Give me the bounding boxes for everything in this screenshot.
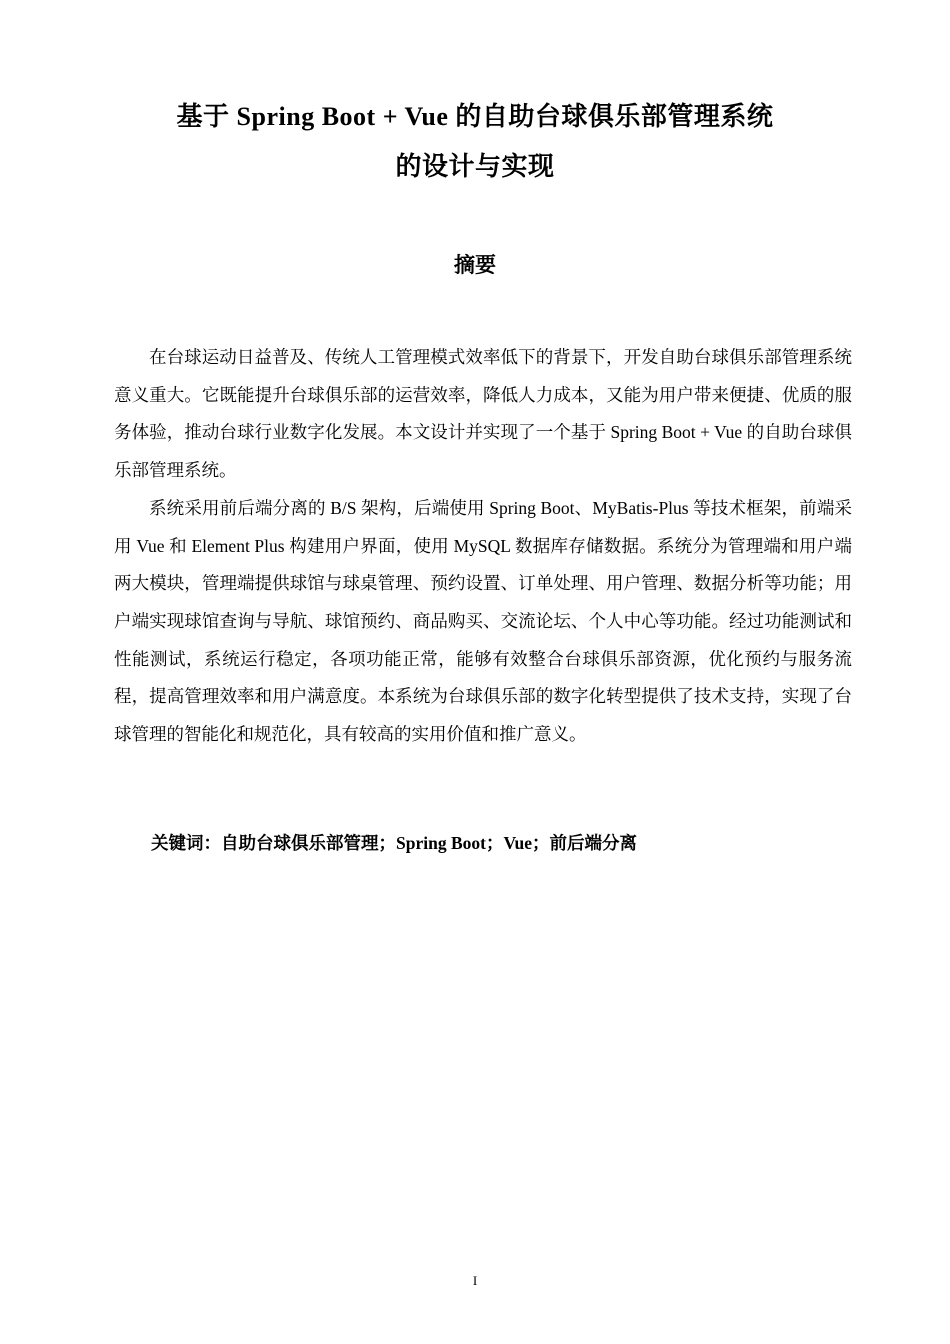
abstract-paragraph-2: 系统采用前后端分离的 B/S 架构，后端使用 Spring Boot、MyBatis-Plus 等技术框架，前端采用 Vue 和 Element Plus 构建用户界面，使用 MySQL 数据库存储数据。系统分为管理端和用户端两大模块，管理端提供球馆与球桌管理、预约设置、订单处理、用户管理、数据分析等功能；用户端实现球馆查询与导航、球馆预约、商品购买、交流论坛、个人中心等功能。经过功能测试和性能测试，系统运行稳定，各项功能正常，能够有效整合台球俱乐部资源，优化预约与服务流程，提高管理效率和用户满意度。本系统为台球俱乐部的数字化转型提供了技术支持，实现了台球管理的智能化和规范化，具有较高的实用价值和推广意义。 [114, 497, 852, 745]
abstract-body [114, 339, 852, 754]
abstract-paragraph-1: 在台球运动日益普及、传统人工管理模式效率低下的背景下，开发自助台球俱乐部管理系统意义重大。它既能提升台球俱乐部的运营效率，降低人力成本，又能为用户带来便捷、优质的服务体验，推动台球行业数字化发展。本文设计并实现了一个基于 Spring Boot + Vue 的自助台球俱乐部管理系统。 [114, 347, 852, 481]
paper-title-line-1: 基于 Spring Boot + Vue 的自助台球俱乐部管理系统 [176, 102, 774, 131]
abstract-heading: 摘要 [454, 253, 496, 277]
keywords-line: 关键词：自助台球俱乐部管理；Spring Boot；Vue；前后端分离 [151, 833, 637, 853]
page-number: I [472, 1273, 478, 1288]
paper-title-line-2: 的设计与实现 [395, 152, 555, 181]
